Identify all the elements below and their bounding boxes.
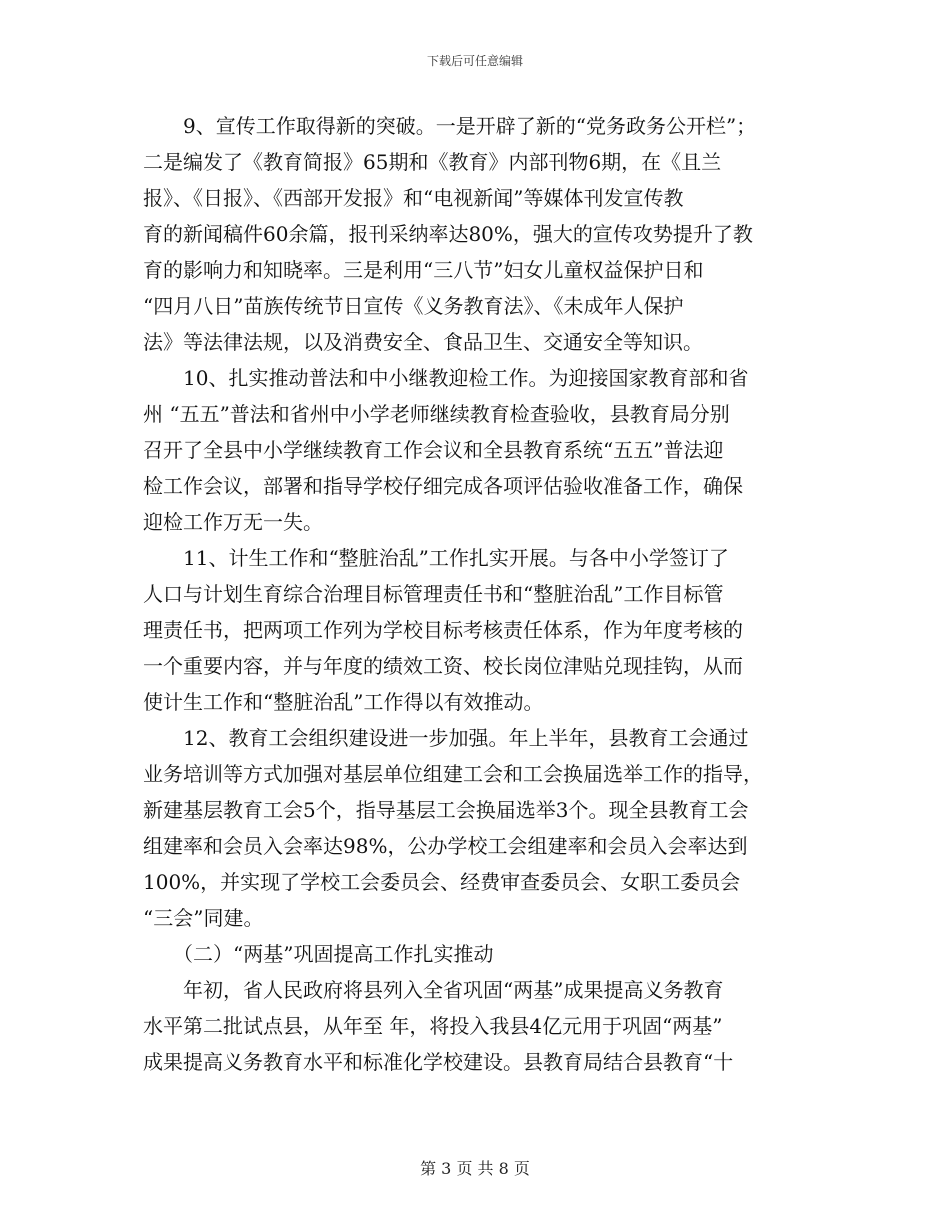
page-header: 下载后可任意编辑 xyxy=(426,54,523,68)
text-line: “三会”同建。 xyxy=(143,906,264,930)
text-line: 召开了全县中小学继续教育工作会议和全县教育系统“五五”普法迎 xyxy=(143,438,724,462)
text-line: 理责任书，把两项工作列为学校目标考核责任体系，作为年度考核的 xyxy=(143,618,743,642)
text-line: 年初，省人民政府将县列入全省巩固“两基”成果提高义务教育 xyxy=(143,978,724,1002)
text-line: 检工作会议，部署和指导学校仔细完成各项评估验收准备工作，确保 xyxy=(143,474,743,498)
text-line: 10、扎实推动普法和中小继教迎检工作。为迎接国家教育部和省 xyxy=(143,366,749,390)
text-line: 12、教育工会组织建设进一步加强。年上半年，县教育工会通过 xyxy=(143,726,749,750)
text-line: 组建率和会员入会率达98%，公办学校工会组建率和会员入会率达到 xyxy=(143,834,748,858)
text-line: “四月八日”苗族传统节日宣传《义务教育法》、《未成年人保护 xyxy=(143,294,684,318)
text-line: 育的新闻稿件60余篇，报刊采纳率达80%，强大的宣传攻势提升了教 xyxy=(143,222,753,246)
text-line: 人口与计划生育综合治理目标管理责任书和“整脏治乱”工作目标管 xyxy=(143,582,724,606)
text-line: 成果提高义务教育水平和标准化学校建设。县教育局结合县教育“十 xyxy=(143,1050,734,1074)
document-body xyxy=(143,108,807,1080)
text-line: 法》等法律法规，以及消费安全、食品卫生、交通安全等知识。 xyxy=(143,330,703,354)
text-line: 育的影响力和知晓率。三是利用“三八节”妇女儿童权益保护日和 xyxy=(143,258,704,282)
text-line: 新建基层教育工会5个，指导基层工会换届选举3个。现全县教育工会 xyxy=(143,798,749,822)
text-line: 一个重要内容，并与年度的绩效工资、校长岗位津贴兑现挂钩，从而 xyxy=(143,654,743,678)
text-line: 报》、《日报》、《西部开发报》和“电视新闻”等媒体刊发宣传教 xyxy=(143,186,684,210)
text-line: 9、宣传工作取得新的突破。一是开辟了新的“党务政务公开栏”； xyxy=(143,114,757,138)
text-line: 使计生工作和“整脏治乱”工作得以有效推动。 xyxy=(143,690,544,714)
text-line: 二是编发了《教育简报》65期和《教育》内部刊物6期，在《且兰 xyxy=(143,150,722,174)
text-line: 11、计生工作和“整脏治乱”工作扎实开展。与各中小学签订了 xyxy=(143,546,729,570)
page-footer: 第 3 页 共 8 页 xyxy=(420,1159,530,1178)
text-line: 100%，并实现了学校工会委员会、经费审查委员会、女职工委员会 xyxy=(143,870,741,894)
text-line: 业务培训等方式加强对基层单位组建工会和工会换届选举工作的指导， xyxy=(143,762,763,786)
text-line: 迎检工作万无一失。 xyxy=(143,510,323,534)
text-line: 水平第二批试点县，从年至 年，将投入我县4亿元用于巩固“两基” xyxy=(143,1014,723,1038)
section-heading: （二）“两基”巩固提高工作扎实推动 xyxy=(143,942,494,966)
text-line: 州 “五五”普法和省州中小学老师继续教育检查验收，县教育局分别 xyxy=(143,402,730,426)
